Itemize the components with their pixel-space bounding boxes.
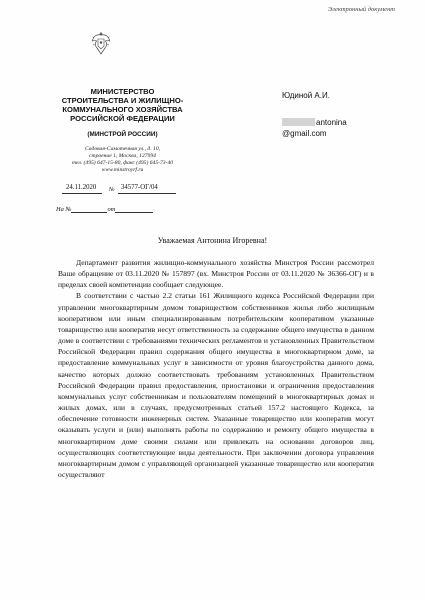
- ministry-name: [55, 87, 190, 123]
- ministry-line-1: МИНИСТЕРСТВО: [90, 87, 155, 96]
- ministry-line-4: РОССИЙСКОЙ ФЕДЕРАЦИИ: [70, 114, 175, 123]
- reference-line: [56, 206, 153, 213]
- paragraph-2: В соответствии с частью 2.2 статьи 161 Жилищного кодекса Российской Федерации при управлении многоквартирным домом товариществом собственников жилья либо жилищным кооперативом или иным специализированным потребительским кооперативом указанные товарищество или кооператив несут ответственность за содержание общего имущества в данном доме в соответствии с требованиями технических регламентов и установленных Правительством Российской Федерации правил содержания общего имущества в многоквартирном доме, за предоставление коммунальных услуг в зависимости от уровня благоустройства данного дома, качество которых должно соответствовать требованиям установленных Правительством Российской Федерации правил предоставления, приостановки и ограничения предоставления коммунальных услуг собственникам и пользователям помещений в многоквартирных домах и жилых домах, или в случаях, предусмотренных статьей 157.2 настоящего Кодекса, за обеспечение готовности инженерных систем. Указанные товарищество или кооператив могут оказывать услуги и (или) выполнять работы по содержанию и ремонту общего имущества в многоквартирном доме своими силами или привлекать на основании договоров лиц, осуществляющих соответствующие виды деятельности. При заключении договора управления многоквартирным домом с управляющей организацией указанные товарищество или кооператив осуществляют: [58, 291, 374, 479]
- from-label: от: [107, 206, 116, 213]
- electronic-document-label: Электронный документ: [327, 6, 395, 13]
- redacted-block: [282, 118, 315, 126]
- greeting: Уважаемая Антонина Игоревна!: [157, 236, 268, 245]
- ministry-short-name: (МИНСТРОЙ РОССИИ): [87, 131, 158, 138]
- paragraph-1: Департамент развития жилищно-коммунального хозяйства Минстроя России рассмотрел Ваше обращение от 03.11.2020 № 157897 (вх. Минстроя России от 03.11.2020 № 36366-ОГ) и в пределах своей компетенции сообщает следующее.: [58, 258, 374, 290]
- ref-number-blank: [71, 206, 107, 213]
- email-local-text: antonina: [316, 118, 347, 127]
- recipient-email-domain: @gmail.com: [282, 129, 327, 138]
- letter-number: 34577-ОГ/04: [121, 184, 158, 191]
- on-ref-label: На №: [56, 206, 72, 213]
- recipient-name: Юдиной А.И.: [282, 91, 330, 100]
- address-line-4: www.minstroyrf.ru: [101, 167, 144, 173]
- number-underline: [118, 193, 176, 194]
- ref-date-blank: [115, 206, 153, 213]
- recipient-email-local: [282, 117, 347, 128]
- ministry-line-2: СТРОИТЕЛЬСТВА И ЖИЛИЩНО-: [61, 96, 184, 105]
- letter-date: 24.11.2020: [66, 184, 97, 191]
- address-line-3: тел. (495) 647-15-80, факс (495) 645-73-40: [71, 160, 174, 166]
- address-line-2: строение 1, Москва, 127994: [89, 153, 156, 159]
- ministry-address: [55, 146, 190, 174]
- coat-of-arms-icon: [91, 30, 111, 56]
- ministry-line-3: КОММУНАЛЬНОГО ХОЗЯЙСТВА: [62, 105, 183, 114]
- date-underline: [62, 193, 102, 194]
- letter-body: [58, 257, 374, 480]
- number-label: №: [109, 187, 115, 193]
- address-line-1: Садовая-Самотечная ул., д. 10,: [84, 146, 161, 152]
